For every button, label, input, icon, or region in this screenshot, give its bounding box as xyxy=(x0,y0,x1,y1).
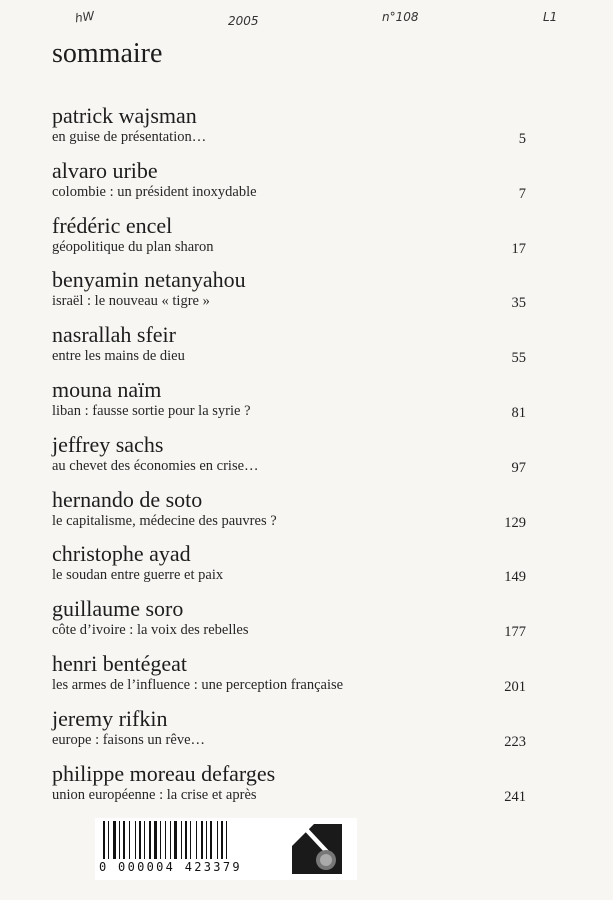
handwritten-annotation-4: L1 xyxy=(543,10,558,24)
toc-author: henri bentégeat xyxy=(52,650,187,676)
toc-subtitle: colombie : un président inoxydable xyxy=(52,183,257,200)
barcode-bar xyxy=(181,821,182,859)
toc-entry[interactable] xyxy=(52,652,526,707)
barcode-bar xyxy=(154,821,157,859)
toc-subtitle: le soudan entre guerre et paix xyxy=(52,567,224,584)
toc-author: benyamin netanyahou xyxy=(52,267,246,293)
toc-author: mouna naïm xyxy=(52,376,162,402)
toc-author: guillaume soro xyxy=(52,596,184,622)
toc-entry[interactable] xyxy=(52,268,526,323)
barcode-bar xyxy=(119,821,120,859)
handwritten-annotation-1: hW xyxy=(74,8,96,26)
toc-page-number: 7 xyxy=(518,185,526,202)
toc-page-number: 17 xyxy=(511,240,526,257)
toc-entry[interactable] xyxy=(52,214,526,269)
barcode-digits: 0 000004 423379 xyxy=(99,860,242,874)
toc-subtitle: union européenne : la crise et après xyxy=(52,786,257,803)
handwritten-annotation-2: 2005 xyxy=(228,14,259,28)
barcode-bar xyxy=(129,821,130,859)
barcode-bar xyxy=(165,821,166,859)
barcode-bar xyxy=(221,821,223,859)
toc-subtitle: les armes de l’influence : une perception française xyxy=(52,676,344,693)
toc-subtitle: géopolitique du plan sharon xyxy=(52,238,214,255)
barcode-bar xyxy=(149,821,151,859)
barcode-bar xyxy=(135,821,136,859)
toc-entry[interactable] xyxy=(52,159,526,214)
toc-subtitle: en guise de présentation… xyxy=(52,129,207,145)
toc-entry[interactable] xyxy=(52,597,526,652)
barcode-bar xyxy=(210,821,212,859)
toc-page-number: 35 xyxy=(511,295,526,312)
barcode-bar xyxy=(160,821,161,859)
barcode-bar xyxy=(201,821,203,859)
barcode-bar xyxy=(123,821,125,859)
barcode-bar xyxy=(170,821,171,859)
barcode-bar xyxy=(103,821,105,859)
toc-page-number: 55 xyxy=(511,350,526,367)
toc-author: jeffrey sachs xyxy=(52,431,164,457)
barcode-bar xyxy=(190,821,191,859)
toc-author: philippe moreau defarges xyxy=(52,760,276,786)
toc-subtitle: côte d’ivoire : la voix des rebelles xyxy=(52,622,249,639)
barcode-bars xyxy=(103,821,283,859)
barcode-bar xyxy=(196,821,197,859)
toc-entry[interactable] xyxy=(52,104,526,159)
toc-author: frédéric encel xyxy=(52,212,173,238)
toc-entry[interactable] xyxy=(52,433,526,488)
barcode-bar xyxy=(174,821,177,859)
toc-page-number: 223 xyxy=(504,733,526,750)
barcode-bar xyxy=(206,821,207,859)
barcode-bar xyxy=(185,821,187,859)
barcode-bar xyxy=(139,821,141,859)
barcode-bar xyxy=(226,821,227,859)
barcode-bar xyxy=(144,821,145,859)
publisher-logo-icon xyxy=(292,824,342,874)
toc-entry[interactable] xyxy=(52,323,526,378)
toc-page-number: 81 xyxy=(511,404,526,421)
toc-subtitle: au chevet des économies en crise… xyxy=(52,457,259,474)
barcode xyxy=(95,818,357,880)
toc-subtitle: europe : faisons un rêve… xyxy=(52,731,206,748)
toc-page-number: 129 xyxy=(504,514,526,531)
toc-page-number: 149 xyxy=(504,569,526,586)
toc-entry[interactable] xyxy=(52,488,526,543)
toc-author: alvaro uribe xyxy=(52,157,158,183)
toc-page-number: 97 xyxy=(511,459,526,476)
toc-entry[interactable] xyxy=(52,378,526,433)
barcode-bar xyxy=(217,821,218,859)
toc-author: nasrallah sfeir xyxy=(52,322,176,348)
table-of-contents xyxy=(52,104,526,816)
toc-entry[interactable] xyxy=(52,762,526,817)
handwritten-annotation-3: n°108 xyxy=(382,10,419,24)
toc-entry[interactable] xyxy=(52,707,526,762)
toc-page-number: 241 xyxy=(504,788,526,805)
page-title: sommaire xyxy=(52,38,163,69)
toc-page-number: 177 xyxy=(504,624,526,641)
toc-author: patrick wajsman xyxy=(52,103,197,128)
barcode-bar xyxy=(113,821,116,859)
toc-page-number: 201 xyxy=(504,678,526,695)
toc-page-number: 5 xyxy=(518,131,526,147)
toc-subtitle: liban : fausse sortie pour la syrie ? xyxy=(52,402,251,419)
barcode-bar xyxy=(108,821,109,859)
toc-author: christophe ayad xyxy=(52,541,191,567)
toc-subtitle: israël : le nouveau « tigre » xyxy=(52,293,210,310)
toc-subtitle: le capitalisme, médecine des pauvres ? xyxy=(52,512,277,529)
toc-subtitle: entre les mains de dieu xyxy=(52,348,185,365)
toc-author: jeremy rifkin xyxy=(52,705,168,731)
toc-author: hernando de soto xyxy=(52,486,203,512)
toc-entry[interactable] xyxy=(52,542,526,597)
